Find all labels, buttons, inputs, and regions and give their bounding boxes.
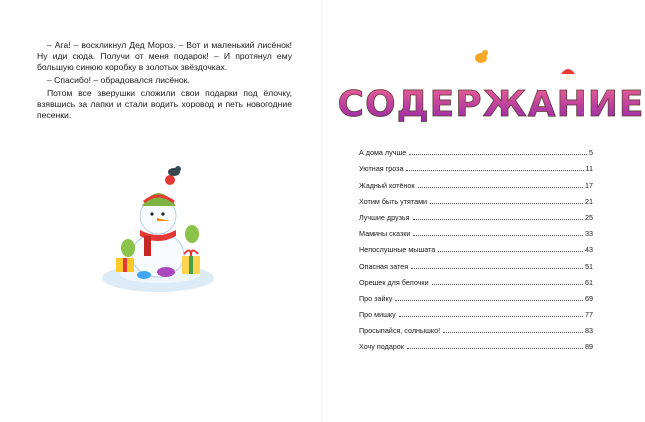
toc-entry[interactable] — [359, 222, 593, 238]
snowman-illustration — [100, 150, 220, 300]
toc-entry-title: Лучшие друзья — [359, 212, 410, 222]
toc-entry[interactable] — [359, 254, 593, 270]
left-page — [0, 0, 322, 422]
toc-entry[interactable] — [359, 157, 593, 173]
toc-entry[interactable] — [359, 335, 593, 351]
toc-leader-dots — [409, 154, 587, 155]
toc-entry-title: Жадный котёнок — [359, 180, 415, 190]
toc-entry-title: Непослушные мышата — [359, 245, 436, 255]
toc-leader-dots — [430, 203, 583, 204]
contents-title-text: СОДЕРЖАНИЕ — [337, 84, 645, 125]
table-of-contents — [359, 141, 593, 351]
toc-entry[interactable] — [359, 141, 593, 157]
toc-entry-page: 43 — [585, 245, 593, 255]
toc-entry[interactable] — [359, 190, 593, 206]
toc-entry[interactable] — [359, 303, 593, 319]
toc-entry-title: Опасная затея — [359, 261, 409, 271]
story-paragraph: – Ага! – воскликнул Дед Мороз. – Вот и маленький лисёнок! Ну иди сюда. Получи от меня подарок! – И протянул ему большую синюю коробку в золотых звёздочках. — [37, 40, 292, 72]
toc-entry[interactable] — [359, 173, 593, 189]
toc-entry-page: 89 — [585, 342, 593, 352]
toc-entry-page: 51 — [585, 261, 593, 271]
toc-entry-title: Уютная гроза — [359, 164, 404, 174]
toc-entry-page: 33 — [585, 229, 593, 239]
story-paragraph: Потом все зверушки сложили свои подарки под ёлочку, взявшись за лапки и стали водить хоровод и петь новогодние песенки. — [37, 88, 292, 120]
toc-entry-title: Хочу подарок — [359, 342, 404, 352]
toc-entry-page: 69 — [585, 293, 593, 303]
toc-leader-dots — [413, 219, 583, 220]
toc-entry-page: 25 — [585, 212, 593, 222]
toc-entry-title: Просыпайся, солнышко! — [359, 326, 441, 336]
toc-entry-title: Орешек для белочки — [359, 277, 429, 287]
toc-leader-dots — [438, 251, 583, 252]
toc-leader-dots — [411, 268, 583, 269]
toc-entry-page: 83 — [585, 326, 593, 336]
story-text — [37, 40, 292, 123]
toc-entry[interactable] — [359, 206, 593, 222]
toc-entry-page: 11 — [585, 164, 593, 174]
toc-entry-title: Про мишку — [359, 310, 396, 320]
toc-entry-page: 21 — [585, 196, 593, 206]
toc-entry-title: А дома лучше — [359, 148, 407, 158]
toc-entry-page: 61 — [585, 277, 593, 287]
toc-entry-page: 17 — [585, 180, 593, 190]
toc-leader-dots — [443, 332, 583, 333]
toc-entry[interactable] — [359, 238, 593, 254]
toc-leader-dots — [432, 284, 583, 285]
toc-leader-dots — [399, 316, 583, 317]
toc-leader-dots — [407, 348, 583, 349]
toc-entry-title: Хотим быть утятами — [359, 196, 428, 206]
story-paragraph: – Спасибо! – обрадовался лисёнок. — [47, 75, 190, 85]
toc-entry[interactable] — [359, 319, 593, 335]
toc-leader-dots — [395, 300, 583, 301]
toc-leader-dots — [418, 187, 583, 188]
toc-leader-dots — [413, 235, 583, 236]
toc-entry[interactable] — [359, 287, 593, 303]
toc-entry-page: 5 — [589, 148, 593, 158]
toc-entry-title: Мамины сказки — [359, 229, 411, 239]
toc-entry[interactable] — [359, 271, 593, 287]
contents-title — [337, 40, 645, 130]
toc-entry-page: 77 — [585, 310, 593, 320]
toc-entry-title: Про зайку — [359, 293, 393, 303]
right-page — [323, 0, 645, 422]
toc-leader-dots — [406, 170, 583, 171]
